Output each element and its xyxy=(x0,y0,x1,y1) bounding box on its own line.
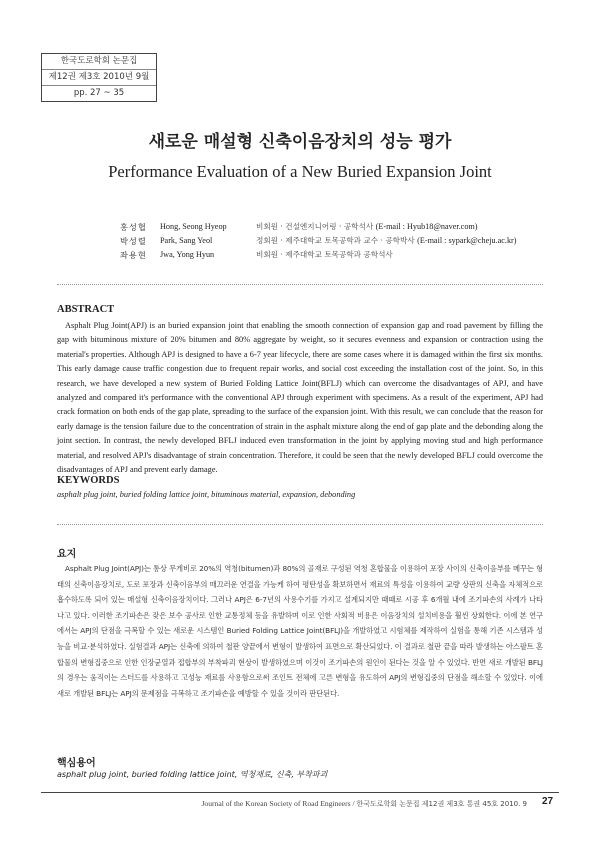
title-korean: 새로운 매설형 신축이음장치의 성능 평가 xyxy=(148,132,452,152)
author-name-english: Jwa, Yong Hyun xyxy=(160,250,215,259)
summary-text: Asphalt Plug Joint(APJ)는 통상 무게비로 20%의 역청(bitumen)과 80%의 골재로 구성된 역청 혼합물을 이용하여 포장 사이의 신축이음부를 메꾸는 형태의 신축이음장치로, 도로 포장과 신축이음부의 매끄러운 연결을 가능케 하여 평탄성을 확보하면서 재료의 특성을 이용하여 교량 상판의 신축을 자체적으로 흡수하도록 되어 있는 매설형 신축이음장치이다. 그러나 APJ은 6-7년의 사용수기를 가지고 설계되지만 때때로 시공 후 6개월 내에 조기파손의 사례가 나타나고 있다. 이러한 조기파손은 잦은 보수 공사로 인한 교통정체 등을 유발하며 이로 인한 사회적 비용은 이음장치의 설치비용을 훨씬 상회한다. 이에 본 연구에서는 APJ의 단점을 극복할 수 있는 새로운 시스템인 Buried Folding Lattice Joint(BFLJ)을 개발하였고 시험체를 제작하여 실험을 통해 기존 시스템과 성능을 비교·분석하였다. 실험결과 APJ는 신축에 의하여 철판 양끝에서 변형이 발생하여 표면으로 확산되었다. 이 결과로 철판 끝을 따라 발생하는 아스팔트 혼합물의 변형집중으로 인한 인장균열과 접합부의 부착파괴 현상이 발생하였으며 이것이 조기파손의 원인이 된다는 것을 알 수 있었다. 반면 새로 개발된 BFLJ의 경우는 움직이는 스터드를 사용하고 고성능 재료를 사용함으로써 조인트 전체에 고른 변형을 유도하여 APJ의 변형집중의 단점을 해소할 수 있었다. 이에 새로 개발된 BFLJ는 APJ의 문제점을 극복하고 조기파손을 예방할 수 있을 것이라 판단된다. xyxy=(57,564,543,698)
journal-pages: pp. 27 ~ 35 xyxy=(73,88,125,98)
author-list xyxy=(120,220,517,262)
author-name-korean: 홍성협 xyxy=(120,222,147,232)
author-row xyxy=(120,234,517,248)
footer-journal xyxy=(0,799,527,809)
author-email: (E-mail : sypark@cheju.ac.kr) xyxy=(417,236,517,245)
footer-rule xyxy=(41,792,559,793)
author-row xyxy=(120,248,517,262)
author-name-korean: 박성렬 xyxy=(120,236,147,246)
keywords-text: asphalt plug joint, buried folding lattice joint, bituminous material, expansion, debonding xyxy=(57,490,356,499)
title-english: Performance Evaluation of a New Buried Expansion Joint xyxy=(108,162,492,181)
journal-name: 한국도로학회 논문집 xyxy=(42,54,156,70)
author-name-english: Hong, Seong Hyeop xyxy=(160,222,227,231)
abstract-text: Asphalt Plug Joint(APJ) is an buried expansion joint that enabling the smooth connection of expansion gap and road pavement by filling the gap with bituminous mixture of 20% bitumen and 80% aggregate by weight, so it secures evenness and expansion or contraction using the material's properties. Although APJ is designed to have a 6-7 year lifecycle, there are some cases where it is damaged within the first six months. This early damage cause traffic congestion due to frequent repair works, and social cost exceeding the installation cost of the joint. So, in this research, we have developed a new system of Buried Folding Lattice Joint(BFLJ) which can overcome the disadvantages of APJ, and have analyzed and compared it's performance with the conventional APJ through experiment with specimens. As a result of the experiment, APJ had crack formation on both ends of the gap plate, spreading to the surface of the expansion joint. With this result, we can conclude that the reason for early damage is the tension failure due to the concentration of strain in the asphalt mixture along the end of gap plate and the debonding along the joint section. In contrast, the newly developed BFLJ induced even transformation in the joint by applying moving stud and high performance material, and resolved APJ's disadvantage of strain concentration. Therefore, it could be seen that the newly developed BFLJ could overcome the disadvantages of APJ and prevent early damage. xyxy=(57,321,543,475)
author-affiliation xyxy=(256,220,478,234)
author-row xyxy=(120,220,517,234)
abstract-heading: ABSTRACT xyxy=(57,304,115,315)
author-name-english: Park, Sang Yeol xyxy=(160,236,213,245)
author-affiliation xyxy=(256,234,517,248)
author-name-korean: 좌용현 xyxy=(120,250,147,260)
keywords-heading: KEYWORDS xyxy=(57,475,120,486)
author-affiliation xyxy=(256,248,393,262)
footer-journal-en: Journal of the Korean Society of Road Engineers / xyxy=(201,799,357,808)
keywords-korean-heading: 핵심용어 xyxy=(57,758,96,769)
section-divider xyxy=(57,284,543,285)
page-number: 27 xyxy=(542,796,554,807)
author-affiliation-text: 비회원 · 건설엔지니어링 · 공학석사 xyxy=(256,222,374,231)
keywords-korean-text: asphalt plug joint, buried folding lattice joint, 역청재료, 신축, 부착파괴 xyxy=(57,770,328,779)
journal-info-box xyxy=(41,53,157,102)
summary-heading: 요지 xyxy=(57,549,77,560)
author-email: (E-mail : Hyub18@naver.com) xyxy=(375,222,478,231)
author-affiliation-text: 정회원 · 제주대학교 토목공학과 교수 · 공학박사 xyxy=(256,236,415,245)
journal-volume: 제12권 제3호 2010년 9월 xyxy=(42,70,156,86)
section-divider xyxy=(57,524,543,525)
footer-journal-kr: 한국도로학회 논문집 제12권 제3호 통권 45호 2010. 9 xyxy=(356,800,527,808)
author-affiliation-text: 비회원 · 제주대학교 토목공학과 공학석사 xyxy=(256,250,393,259)
